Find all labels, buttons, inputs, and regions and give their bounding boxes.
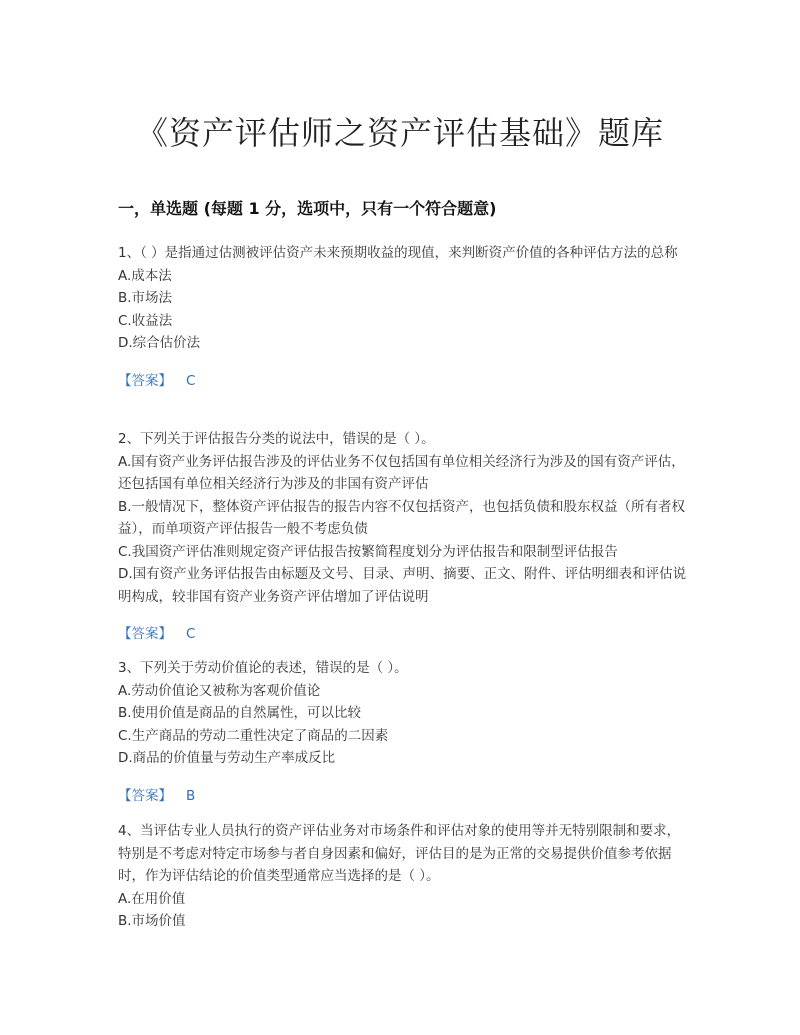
option-b: B.市场法	[118, 290, 173, 306]
answer-value: C	[186, 372, 196, 389]
answer-line	[118, 785, 688, 807]
option-d: D.综合估价法	[118, 335, 201, 351]
document-title: 《资产评估师之资产评估基础》题库	[135, 114, 664, 152]
question-stem: 2、下列关于评估报告分类的说法中，错误的是（ ）。	[118, 431, 435, 447]
option-d: D.商品的价值量与劳动生产率成反比	[118, 750, 336, 766]
answer-value: B	[186, 787, 196, 804]
question-stem: 3、下列关于劳动价值论的表述，错误的是（ ）。	[118, 660, 408, 676]
option-c: C.收益法	[118, 312, 173, 329]
answer-value: C	[186, 626, 196, 642]
option-a: A.国有资产业务评估报告涉及的评估业务不仅包括国有单位相关经济行为涉及的国有资产评估，还包括国有单位相关经济行为涉及的非国有资产评估	[118, 453, 685, 492]
answer-label: 【答案】	[118, 372, 172, 389]
section-heading: 一，单选题 (每题 1 分，选项中，只有一个符合题意)	[118, 199, 497, 218]
question-stem: 4、当评估专业人员执行的资产评估业务对市场条件和评估对象的使用等并无特别限制和要求，特别是不考虑对特定市场参与者自身因素和偏好，评估目的是为正常的交易提供价值参考依据时，作为评估结论的价值类型通常应当选择的是（ ）。	[118, 823, 681, 884]
option-a: A.成本法	[118, 267, 172, 284]
question-1	[118, 242, 688, 392]
answer-line	[118, 370, 688, 392]
option-c: C.我国资产评估准则规定资产评估报告按繁简程度划分为评估报告和限制型评估报告	[118, 543, 618, 560]
question-3	[118, 657, 688, 807]
option-a: A.劳动价值论又被称为客观价值论	[118, 682, 321, 699]
option-c: C.生产商品的劳动二重性决定了商品的二因素	[118, 727, 389, 744]
option-b: B.使用价值是商品的自然属性，可以比较	[118, 705, 362, 721]
answer-line	[118, 623, 688, 645]
answer-label: 【答案】	[118, 787, 172, 804]
option-a: A.在用价值	[118, 890, 186, 907]
answer-label: 【答案】	[118, 626, 172, 642]
question-stem: 1、（ ）是指通过估测被评估资产未来预期收益的现值，来判断资产价值的各种评估方法的总称	[118, 245, 678, 261]
option-d: D.国有资产业务评估报告由标题及文号、目录、声明、摘要、正文、附件、评估明细表和评估说明构成，较非国有资产业务资产评估增加了评估说明	[118, 566, 687, 605]
option-b: B.市场价值	[118, 913, 186, 929]
question-2	[118, 428, 688, 645]
option-b: B.一般情况下，整体资产评估报告的报告内容不仅包括资产，也包括负债和股东权益（所有者权益），而单项资产评估报告一般不考虑负债	[118, 498, 686, 537]
question-4	[118, 820, 688, 933]
